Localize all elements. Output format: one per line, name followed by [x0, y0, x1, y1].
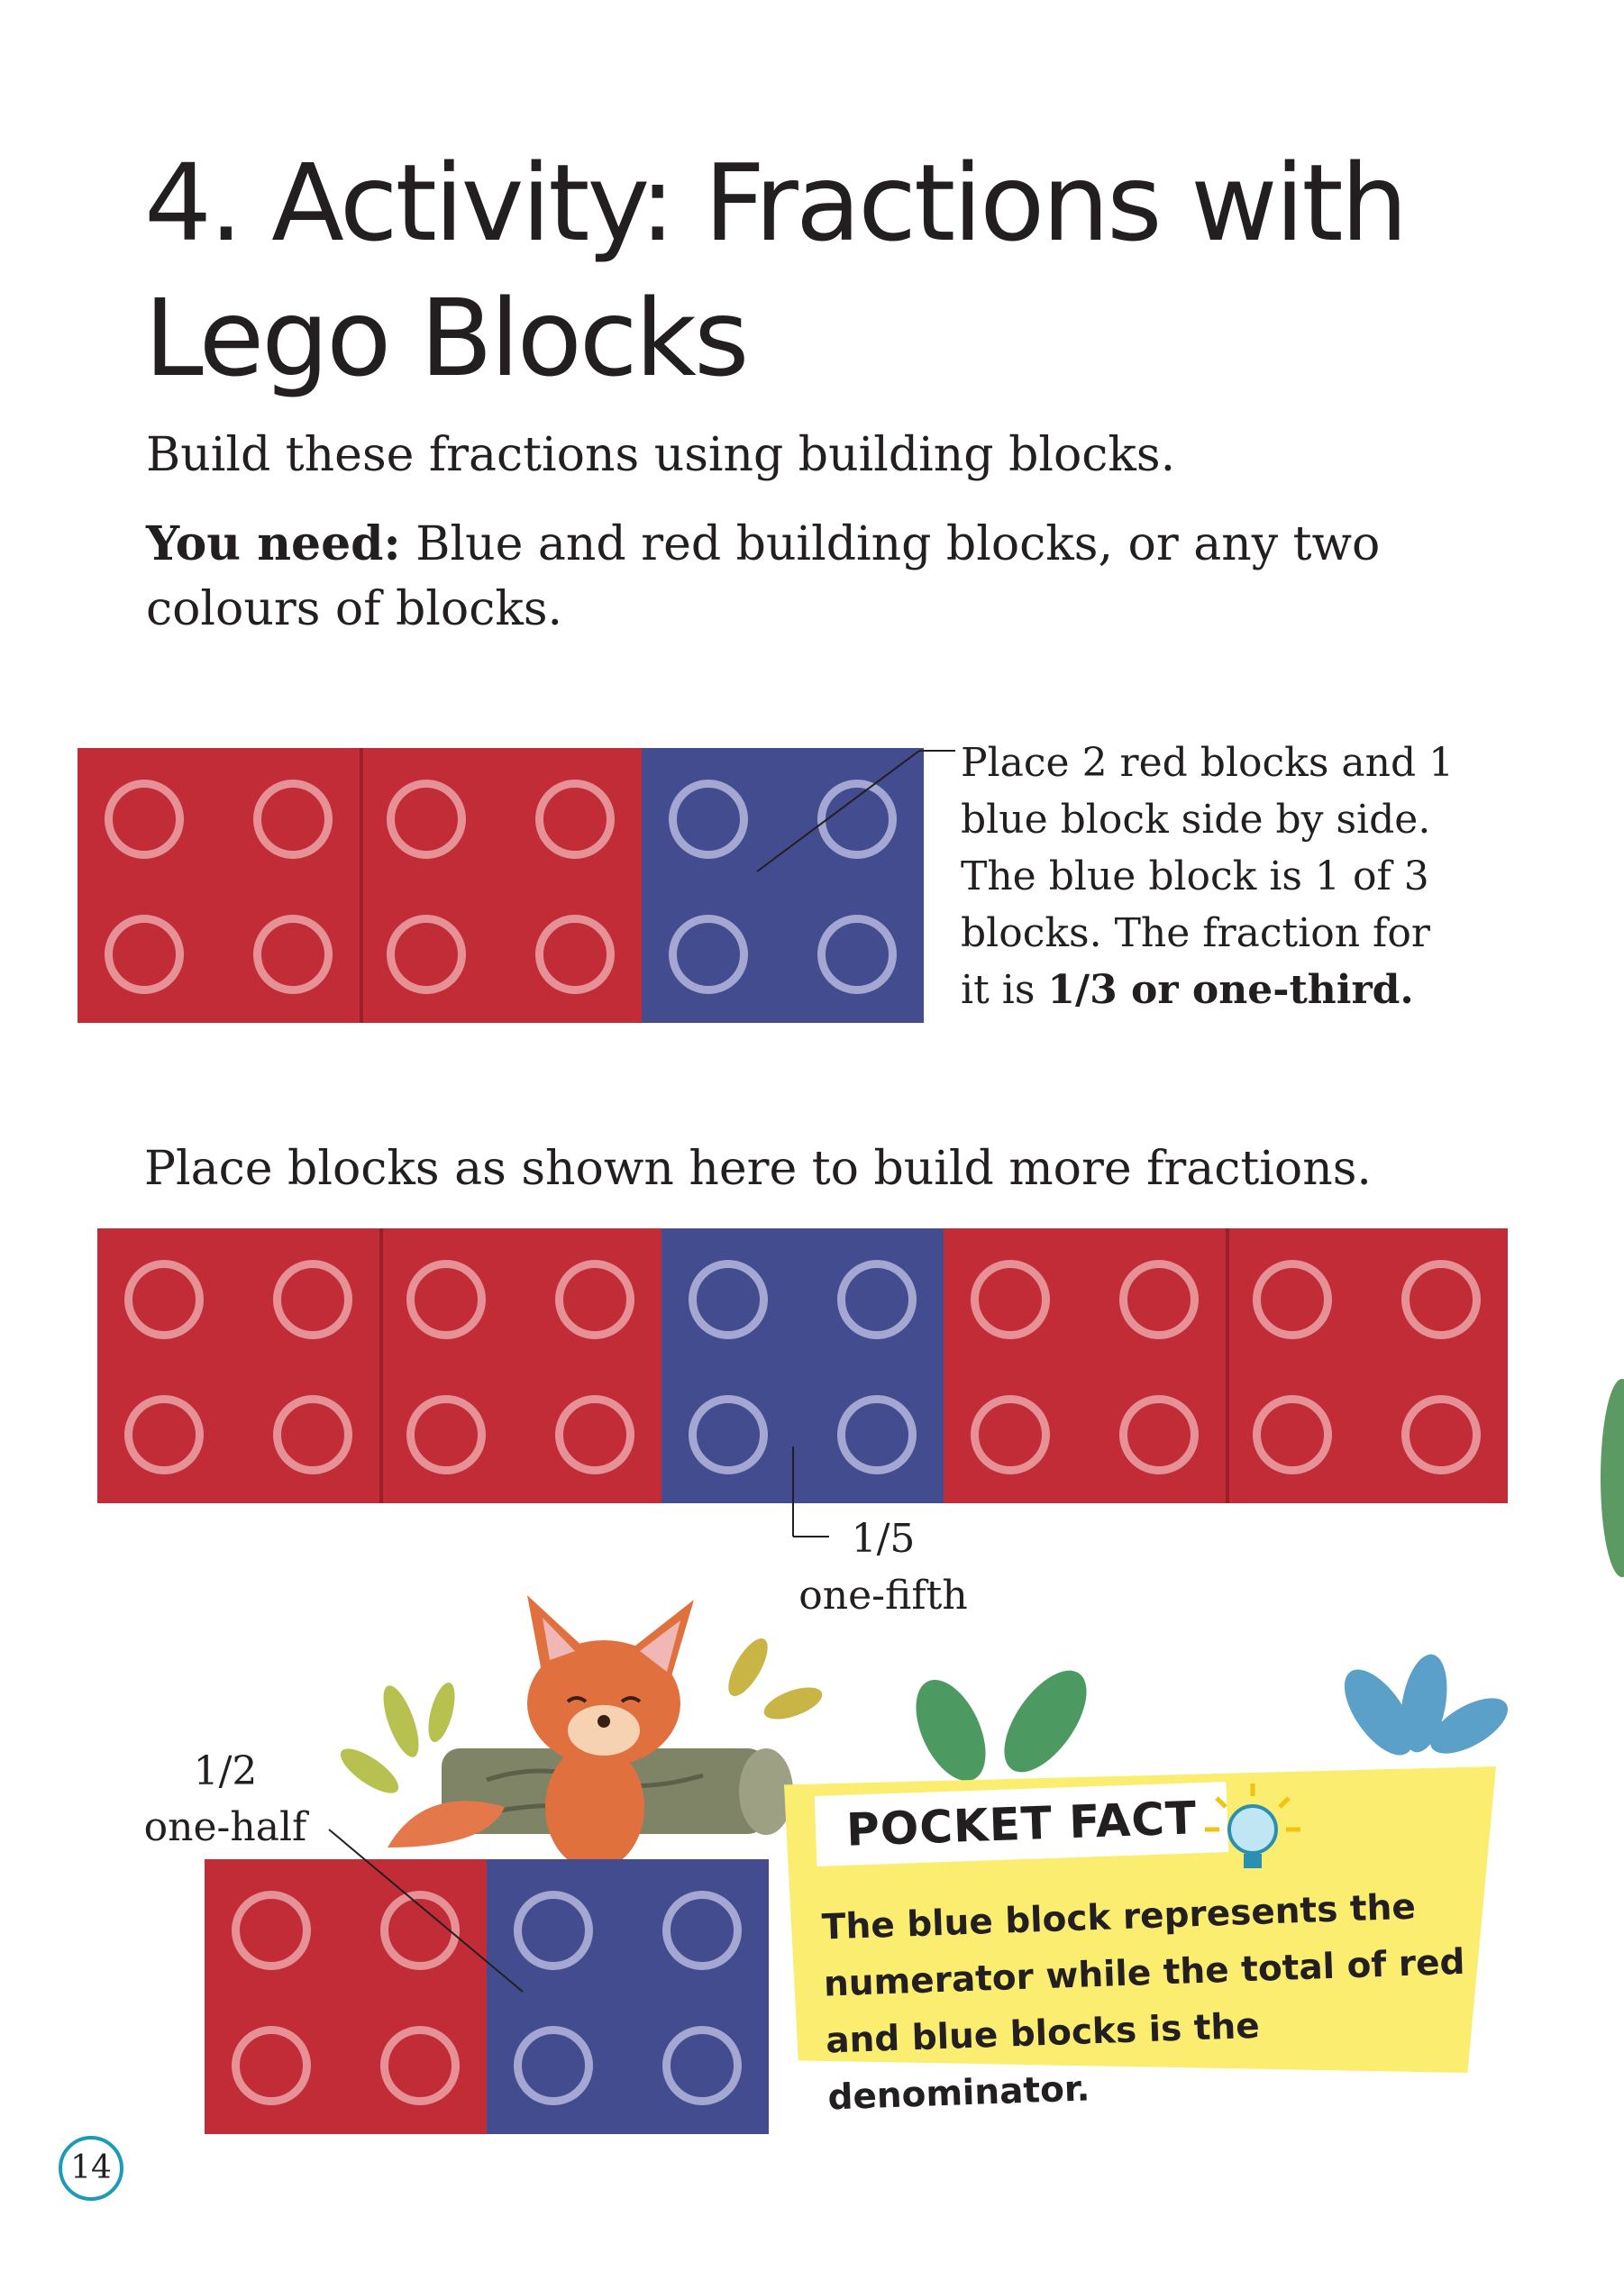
block-stud [253, 780, 333, 859]
block-stud [662, 2026, 742, 2105]
block-stud [662, 1891, 742, 1970]
block-stud [689, 1395, 768, 1474]
block-stud [105, 780, 184, 859]
caption-one-third-text: Place 2 red blocks and 1 blue block side by side. The blue block is 1 of 3 blocks. The fraction for it is [961, 740, 1455, 1013]
block-stud [273, 1395, 352, 1474]
plant-illustration-blue [1307, 1649, 1523, 1766]
leader-line-one-third [739, 744, 973, 879]
page-number: 14 [59, 2136, 123, 2201]
block-stud [817, 915, 897, 994]
block-stud [253, 915, 333, 994]
block-stud [669, 780, 748, 859]
block-stud [1119, 1395, 1199, 1474]
block-stud [273, 1260, 352, 1339]
page-title: 4. Activity: Fractions with Lego Blocks [144, 141, 1406, 400]
intro2-text: Place blocks as shown here to build more fractions. [144, 1142, 1372, 1196]
caption-one-third [961, 734, 1465, 1018]
block-stud [555, 1395, 634, 1474]
red-block [78, 748, 360, 1023]
intro-text: Build these fractions using building blocks. [146, 428, 1176, 482]
you-need-text [146, 512, 1408, 642]
block-stud [105, 915, 184, 994]
red-block [360, 748, 642, 1023]
block-stud [1119, 1260, 1199, 1339]
block-stud [1401, 1395, 1481, 1474]
red-block [944, 1228, 1226, 1503]
block-stud [1401, 1260, 1481, 1339]
red-block [1226, 1228, 1508, 1503]
fraction-words-one-half: one-half [143, 1804, 307, 1850]
leader-line-one-half [320, 1820, 536, 2001]
block-stud [380, 2026, 460, 2105]
block-stud [971, 1395, 1050, 1474]
you-need-body: Blue and red building blocks, or any two colours of blocks. [146, 517, 1381, 636]
block-stud [406, 1395, 486, 1474]
block-stud [387, 915, 466, 994]
block-stud [971, 1260, 1050, 1339]
block-stud [406, 1260, 486, 1339]
you-need-label: You need: [146, 516, 401, 571]
red-block [379, 1228, 661, 1503]
block-stud [837, 1260, 917, 1339]
block-stud [124, 1395, 204, 1474]
pocket-fact-heading: POCKET FACT [815, 1782, 1229, 1866]
block-stud [1253, 1260, 1332, 1339]
block-stud [535, 915, 615, 994]
fraction-words-one-fifth: one-fifth [798, 1573, 968, 1619]
plant-illustration [879, 1658, 1131, 1793]
fraction-label-one-fifth: 1/5 [851, 1516, 916, 1562]
fraction-label-one-half: 1/2 [193, 1748, 258, 1794]
pocket-fact-text: The blue block represents the numerator while the total of red and blue blocks is the denominator. [821, 1886, 1466, 2119]
block-stud [514, 2026, 593, 2105]
plant-illustration-edge [1595, 1361, 1624, 1595]
red-block [97, 1228, 379, 1503]
block-stud [387, 780, 466, 859]
block-stud [232, 1891, 311, 1970]
caption-one-third-bold: 1/3 or one-third. [1047, 967, 1414, 1013]
block-stud [535, 780, 615, 859]
block-stud [555, 1260, 634, 1339]
block-stud [232, 2026, 311, 2105]
block-stud [124, 1260, 204, 1339]
block-stud [669, 915, 748, 994]
block-stud [689, 1260, 768, 1339]
lightbulb-icon [1203, 1780, 1302, 1888]
block-stud [1253, 1395, 1332, 1474]
